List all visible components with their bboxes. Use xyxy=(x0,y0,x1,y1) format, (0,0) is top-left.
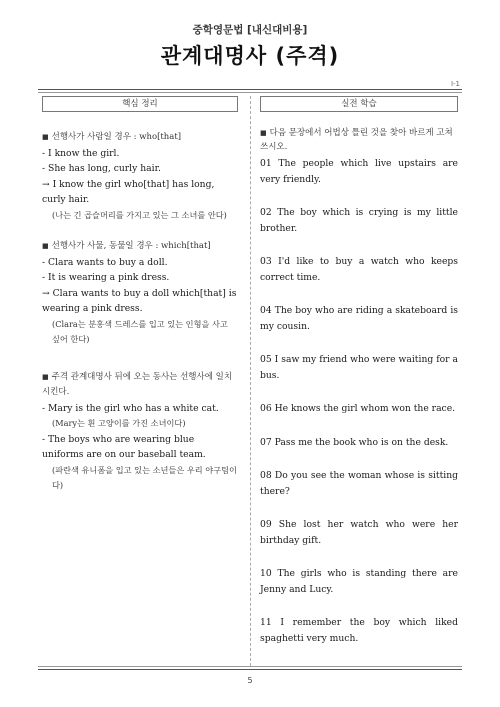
translation: (Clara는 분홍색 드레스를 입고 있는 인형을 사고 싶어 한다) xyxy=(52,318,228,344)
square-bullet-icon: ■ xyxy=(42,242,49,250)
question-item: 08 Do you see the woman whose is sitting there? xyxy=(260,470,458,497)
square-bullet-icon: ■ xyxy=(260,129,267,137)
section-heading: 선행사가 사람일 경우 : who[that] xyxy=(51,132,182,142)
bottom-rule xyxy=(38,666,462,670)
question-item: 10 The girls who is standing there are Jenny and Lucy. xyxy=(260,568,458,595)
question-item: 11 I remember the boy which liked spaghetti very much. xyxy=(260,617,458,644)
section-person xyxy=(42,130,238,223)
example-line: → I know the girl who[that] has long, curly hair. xyxy=(42,178,215,205)
question-item: 06 He knows the girl whom won the race. xyxy=(260,403,456,414)
question-item: 03 I'd like to buy a watch who keeps correct time. xyxy=(260,256,458,283)
example-line: - It is wearing a pink dress. xyxy=(42,272,170,283)
page-title: 관계대명사 (주격) xyxy=(160,44,340,68)
section-agreement xyxy=(42,370,238,494)
page-number: 5 xyxy=(247,676,253,685)
example-line: - I know the girl. xyxy=(42,147,120,159)
example-line: - She has long, curly hair. xyxy=(42,163,161,174)
column-divider xyxy=(250,96,251,666)
right-column xyxy=(260,96,458,646)
question-item: 09 She lost her watch who were her birthday gift. xyxy=(260,519,458,546)
instruction: 다음 문장에서 어법상 틀린 것을 찾아 바르게 고쳐 쓰시오. xyxy=(260,128,453,152)
left-column-header: 핵심 정리 xyxy=(42,96,238,112)
question-item: 04 The boy who are riding a skateboard is my cousin. xyxy=(260,305,458,332)
translation: (나는 긴 곱슬머리를 가지고 있는 그 소녀를 안다) xyxy=(52,209,227,220)
square-bullet-icon: ■ xyxy=(42,133,49,141)
example-line: → Clara wants to buy a doll which[that] is wearing a pink dress. xyxy=(42,287,237,314)
top-rule xyxy=(38,89,462,93)
question-item: 05 I saw my friend who were waiting for a bus. xyxy=(260,354,458,381)
example-line: - Clara wants to buy a doll. xyxy=(42,256,168,268)
page-code: I-1 xyxy=(450,80,460,88)
question-item: 07 Pass me the book who is on the desk. xyxy=(260,436,449,448)
example-line: - The boys who are wearing blue uniforms are on our baseball team. xyxy=(42,433,206,460)
top-label: 중학영문법 [내신대비용] xyxy=(192,24,308,36)
translation: (파란색 유니폼을 입고 있는 소년들은 우리 야구팀이다) xyxy=(52,464,237,490)
square-bullet-icon: ■ xyxy=(42,372,49,381)
example-line: - Mary is the girl who has a white cat. xyxy=(42,402,219,414)
section-heading: 선행사가 사물, 동물일 경우 : which[that] xyxy=(51,241,211,251)
question-item: 02 The boy which is crying is my little brother. xyxy=(260,207,458,234)
question-item: 01 The people which live upstairs are very friendly. xyxy=(260,158,458,185)
section-thing xyxy=(42,239,238,348)
section-heading: 주격 관계대명사 뒤에 오는 동사는 선행사에 일치시킨다. xyxy=(42,371,233,397)
left-column xyxy=(42,96,238,494)
translation: (Mary는 흰 고양이를 가진 소녀이다) xyxy=(52,418,186,428)
right-column-header: 실전 학습 xyxy=(260,96,458,112)
